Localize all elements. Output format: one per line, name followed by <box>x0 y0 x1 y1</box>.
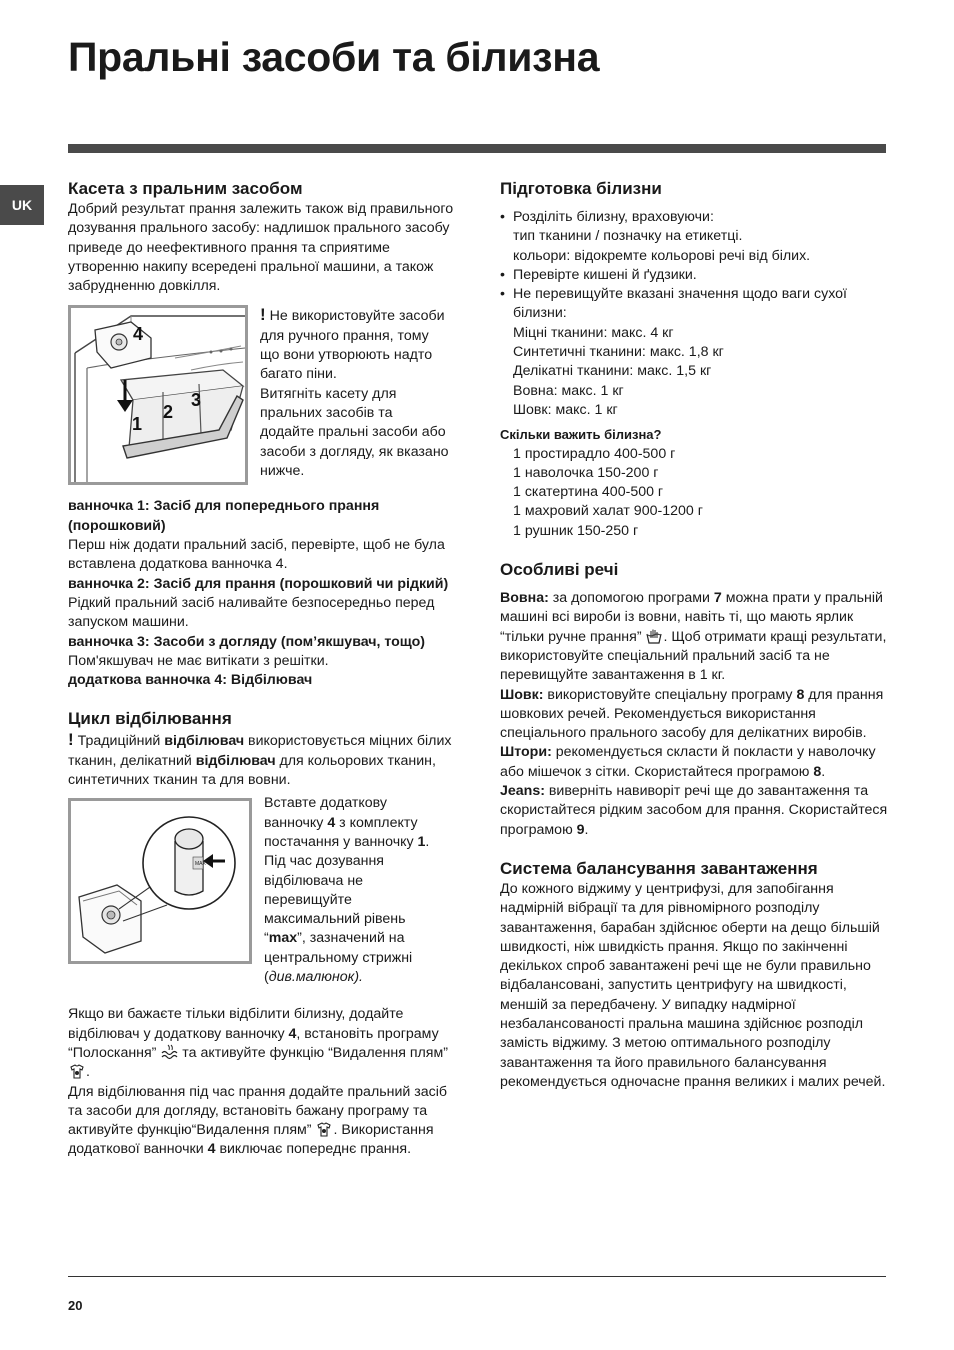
cassette-warning <box>260 305 450 384</box>
text-run: . Під час дозування відбілювача не перевищуйте максимальний рівень “ <box>264 833 430 947</box>
text-run: див.малюнок). <box>268 969 364 986</box>
drawer-label-1: 1 <box>132 414 143 435</box>
prep-list <box>500 208 890 420</box>
text-run: 4 <box>288 1025 297 1042</box>
bleach-figure-text <box>264 794 444 987</box>
prep-heading: Підготовка білизни <box>500 179 662 198</box>
text-run: кольори: відокремте кольорові речі від білих. <box>513 247 811 264</box>
language-tab: UK <box>0 185 44 225</box>
tray1-text: Перш ніж додати пральний засіб, перевірте, щоб не була вставлена додаткова ванночка 4. <box>68 537 445 573</box>
bleach-wash-paragraph <box>68 1083 456 1160</box>
text-run: Для відбілювання під час прання додайте пральний засіб та засоби для догляду, встановіть бажану програму та активуйте функцію“Видалення плям” <box>68 1083 448 1139</box>
page-title: Пральні засоби та білизна <box>68 34 600 80</box>
text-run: за допомогою програми <box>548 590 714 607</box>
text-run: використовується міцних білих тканин, делікатний <box>68 733 452 769</box>
text-run: 1 <box>417 833 426 850</box>
text-run: можна прати у пральній машині всі вироби із вовни, навіть ті, що мають ярлик “тільки ручне прання” <box>500 590 883 645</box>
page-number: 20 <box>68 1298 83 1313</box>
cassette-warning-text: Не використовуйте засоби для ручного прання, тому що вони утворюють надто багато піни. <box>260 308 445 383</box>
weight-limit: Делікатні тканини: макс. 1,5 кг <box>513 363 712 380</box>
silk-paragraph <box>500 686 890 744</box>
weight-limit: Міцні тканини: макс. 4 кг <box>513 324 674 341</box>
cassette-pull-text: Витягніть касету для пральних засобів та додайте пральні засоби або засоби з догляду, як вказано нижче. <box>260 385 449 479</box>
text-run: . <box>584 821 589 838</box>
list-item: • Перевірте кишені й ґудзики. <box>500 266 890 285</box>
text-run: відбілювач <box>195 752 276 769</box>
tray2-text: Рідкий пральний засіб наливайте безпосередньо перед запуском машини. <box>68 594 435 631</box>
stain-removal-icon <box>68 1063 86 1079</box>
balance-heading: Система балансування завантаження <box>500 858 818 878</box>
list-item: 1 махровий халат 900-1200 г <box>513 503 703 520</box>
tray1-title: ванночка 1: Засіб для попереднього прання (порошковий) <box>68 498 380 534</box>
list-item <box>500 208 890 266</box>
list-item: 1 скатертина 400-500 г <box>513 484 664 501</box>
text-run: . Щоб отримати кращі результати, використовуйте спеціальний пральний засіб та не перевищуйте завантаження в 1 кг. <box>500 628 887 684</box>
cassette-intro: Добрий результат прання залежить також від правильного дозування прального засобу: надлишок прального засобу приведе до неефективного прання та сприятиме утворенню накипу всередені пральної машини, а також забрудненню довкілля. <box>68 201 454 295</box>
left-column <box>68 178 456 1160</box>
text-run: виключає попереднє прання. <box>215 1141 412 1158</box>
text-run: відбілювач <box>164 733 245 750</box>
special-heading: Особливі речі <box>500 560 619 580</box>
text-run: та активуйте функцію “Видалення плям” <box>178 1044 448 1061</box>
bleach-figure-row <box>68 794 456 987</box>
text-run: 8 <box>796 686 805 703</box>
weight-limit: Синтетичні тканини: макс. 1,8 кг <box>513 344 724 361</box>
jeans-paragraph <box>500 782 890 840</box>
text-run: 8 <box>813 763 822 780</box>
text-run: . <box>821 763 826 780</box>
text-run: • Не перевищуйте вказані значення щодо ваги сухої білизни: <box>513 286 847 322</box>
text-run: Якщо ви бажаєте тільки відбілити білизну, додайте відбілювач у додаткову ванночку <box>68 1006 404 1042</box>
tray2-title: ванночка 2: Засіб для прання (порошковий чи рідкий) <box>68 575 449 592</box>
text-run: • Розділіть білизну, враховуючи: <box>513 209 714 225</box>
text-run: max <box>268 930 298 947</box>
balance-text: До кожного віджиму у центрифузі, для запобігання надмірній вібрації та для рівномірного розподілу завантаження, барабан здійснює оберти на дещо більшій швидкості, ніж швидкість прання. Якщо по закінченні декількох спроб завантажені речі ще не були правильно відбалансовані, запустить центрифугу на швидкості, меншій за передбачену. У випадку надмірної незбалансованості пральна машина здійснює розподіл замість віджиму. З метою оптимального розподілу завантаження та його правильного балансування рекомендується одночасне прання великих і малих речей. <box>500 880 886 1090</box>
text-run: виверніть навиворіт речі ще до завантаження та скористайтеся рідким засобом для прання. Скористайтеся програмою <box>500 783 888 838</box>
wool-paragraph <box>500 589 890 685</box>
cassette-figure-row <box>68 305 456 485</box>
text-run: 9 <box>576 821 585 838</box>
text-run: використовуйте спеціальну програму <box>543 686 797 703</box>
list-item: 1 рушник 150-250 г <box>513 522 639 539</box>
cassette-heading: Касета з пральним засобом <box>68 179 303 198</box>
bleach-heading: Цикл відбілювання <box>68 709 232 729</box>
bleach-intro <box>68 730 456 790</box>
item-weights-list <box>500 445 890 541</box>
text-run: Вовна: <box>500 590 549 607</box>
text-run: Вставте додаткову ванночку <box>264 795 387 831</box>
header-rule <box>68 144 886 153</box>
text-run: рекомендується скласти й покласти у наволочку або мішечок з сітки. Скористайтеся програмою <box>500 744 876 780</box>
stain-removal-icon <box>315 1121 333 1137</box>
bleach-cup-illustration <box>71 801 249 961</box>
list-item: 1 простирадло 400-500 г <box>513 445 676 462</box>
tray4-title: додаткова ванночка 4: Відбілювач <box>68 672 313 689</box>
list-item <box>500 285 890 420</box>
text-run: . Використання додаткової ванночки <box>68 1122 434 1158</box>
bleach-only-paragraph <box>68 1005 456 1082</box>
text-run: для кольорових тканин, синтетичних тканин та для вовни. <box>68 752 436 789</box>
text-run: Штори: <box>500 744 552 761</box>
drawer-label-3: 3 <box>191 390 202 411</box>
text-run: 4 <box>327 814 336 831</box>
text-run: 4 <box>207 1141 216 1158</box>
text-run: 7 <box>713 590 722 607</box>
list-item: 1 наволочка 150-200 г <box>513 464 659 481</box>
bleach-figure-instruction <box>264 794 444 987</box>
text-run: тип тканини / позначку на етикетці. <box>513 228 743 245</box>
text-run: для прання шовкових речей. Рекомендується використання спеціального прального засобу для делікатних виробів. <box>500 686 884 742</box>
curtains-paragraph <box>500 743 890 782</box>
text-run: ”, зазначений на центральному стрижні ( <box>264 930 413 986</box>
text-run: Шовк: <box>500 686 544 703</box>
warning-mark: ! <box>68 730 74 750</box>
tray3-text: Пом'якшувач не має витікати з решітки. <box>68 652 329 669</box>
weight-limit: Шовк: макс. 1 кг <box>513 401 618 418</box>
tray3-title: ванночка 3: Засоби з догляду (пом’якшувач, тощо) <box>68 633 425 650</box>
footer-rule <box>68 1276 886 1277</box>
rinse-icon <box>160 1044 178 1060</box>
how-much-heading: Скільки важить білизна? <box>500 427 662 443</box>
max-mark: MAX <box>195 861 206 868</box>
warning-mark: ! <box>260 305 266 325</box>
text-run: з комплекту постачання у ванночку <box>264 814 418 850</box>
text-run: . <box>86 1064 90 1081</box>
drawer-label-2: 2 <box>163 402 174 423</box>
hand-wash-icon <box>645 628 663 644</box>
bleach-cup-figure <box>68 798 252 964</box>
text-run: Традиційний <box>73 733 165 750</box>
text-run: Jeans: <box>500 783 545 800</box>
weight-limit: Вовна: макс. 1 кг <box>513 382 624 399</box>
cassette-figure-text <box>260 305 450 485</box>
detergent-drawer-figure <box>68 305 248 485</box>
drawer-label-4: 4 <box>133 324 144 345</box>
right-column <box>500 178 890 1092</box>
text-run: , встановіть програму “Полоскання” <box>68 1025 439 1061</box>
detergent-drawer-illustration <box>71 308 245 482</box>
